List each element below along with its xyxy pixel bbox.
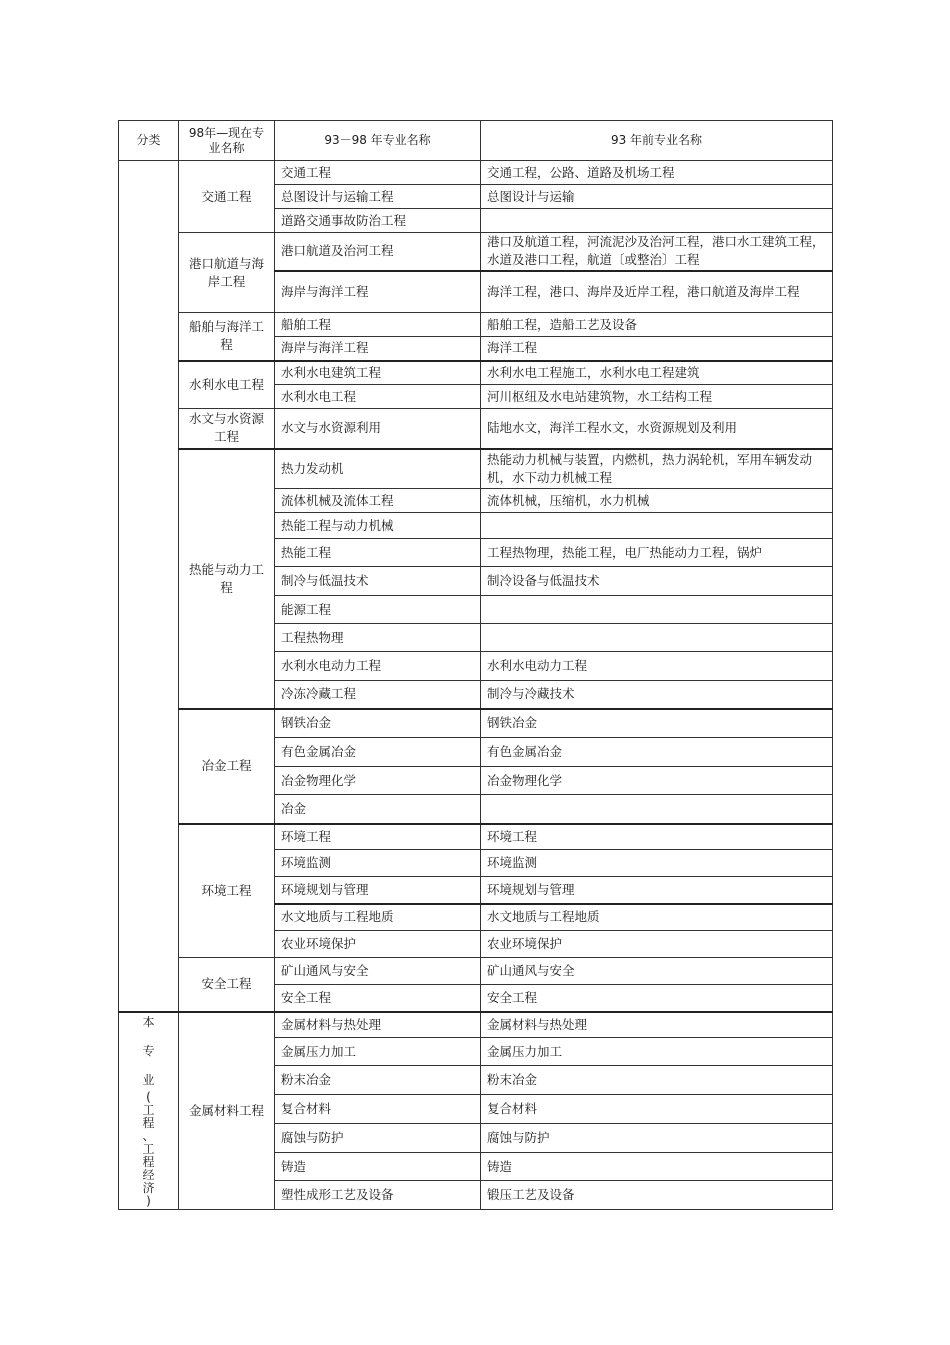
mid-major-name: 冶金物理化学 xyxy=(275,767,481,795)
mid-major-name: 海岸与海洋工程 xyxy=(275,337,481,361)
category-char: 工 xyxy=(142,1102,155,1117)
category-char: 程 xyxy=(142,1115,155,1130)
category-char: 专 xyxy=(142,1043,155,1058)
mid-major-name: 水文与水资源利用 xyxy=(275,409,481,449)
pre93-major-name: 水利水电动力工程 xyxy=(481,652,833,681)
mid-major-name: 海岸与海洋工程 xyxy=(275,271,481,313)
current-major-name: 金属材料工程 xyxy=(179,1012,275,1210)
pre93-major-name: 金属材料与热处理 xyxy=(481,1012,833,1038)
pre93-major-name: 粉末冶金 xyxy=(481,1066,833,1095)
pre93-major-name xyxy=(481,596,833,624)
pre93-major-name: 河川枢纽及水电站建筑物，水工结构工程 xyxy=(481,385,833,409)
mid-major-name: 塑性成形工艺及设备 xyxy=(275,1181,481,1210)
pre93-major-name: 海洋工程，港口、海岸及近岸工程，港口航道及海岸工程 xyxy=(481,271,833,313)
mid-major-name: 制冷与低温技术 xyxy=(275,567,481,596)
mid-major-name: 金属压力加工 xyxy=(275,1038,481,1066)
category-char: 、 xyxy=(142,1128,155,1143)
pre93-major-name: 陆地水文，海洋工程水文，水资源规划及利用 xyxy=(481,409,833,449)
table-row xyxy=(119,958,833,985)
mid-major-name: 环境工程 xyxy=(275,824,481,850)
pre93-major-name: 矿山通风与安全 xyxy=(481,958,833,985)
mid-major-name: 粉末冶金 xyxy=(275,1066,481,1095)
pre93-major-name: 环境工程 xyxy=(481,824,833,850)
pre93-major-name: 工程热物理，热能工程，电厂热能动力工程，锅炉 xyxy=(481,539,833,567)
category-char: 业 xyxy=(142,1072,155,1087)
mid-major-name: 水利水电建筑工程 xyxy=(275,361,481,385)
mid-major-name: 冶金 xyxy=(275,795,481,824)
mid-major-name: 工程热物理 xyxy=(275,624,481,652)
pre93-major-name: 铸造 xyxy=(481,1153,833,1181)
category-char: ( xyxy=(146,1089,151,1104)
header-current-name: 98年—现在专业名称 xyxy=(179,121,275,161)
category-char: 本 xyxy=(142,1014,155,1029)
current-major-name: 安全工程 xyxy=(179,958,275,1012)
current-major-name: 交通工程 xyxy=(179,161,275,233)
mid-major-name: 热能工程与动力机械 xyxy=(275,513,481,539)
pre93-major-name: 环境监测 xyxy=(481,850,833,877)
pre93-major-name xyxy=(481,513,833,539)
mid-major-name: 金属材料与热处理 xyxy=(275,1012,481,1038)
pre93-major-name: 冶金物理化学 xyxy=(481,767,833,795)
header-93-98-name: 93－98 年专业名称 xyxy=(275,121,481,161)
pre93-major-name: 金属压力加工 xyxy=(481,1038,833,1066)
current-major-name: 港口航道与海岸工程 xyxy=(179,233,275,313)
table-row xyxy=(119,161,833,185)
current-major-name: 冶金工程 xyxy=(179,709,275,824)
mid-major-name: 水文地质与工程地质 xyxy=(275,904,481,931)
pre93-major-name xyxy=(481,209,833,233)
mid-major-name: 农业环境保护 xyxy=(275,931,481,958)
mid-major-name: 有色金属冶金 xyxy=(275,738,481,767)
header-row xyxy=(119,121,833,161)
mid-major-name: 总图设计与运输工程 xyxy=(275,185,481,209)
pre93-major-name: 船舶工程，造船工艺及设备 xyxy=(481,313,833,337)
pre93-major-name: 环境规划与管理 xyxy=(481,877,833,904)
mid-major-name: 热力发动机 xyxy=(275,449,481,489)
category-char: 工 xyxy=(142,1141,155,1156)
pre93-major-name: 腐蚀与防护 xyxy=(481,1124,833,1153)
mid-major-name: 船舶工程 xyxy=(275,313,481,337)
major-name-comparison-table xyxy=(118,120,833,1210)
mid-major-name: 能源工程 xyxy=(275,596,481,624)
mid-major-name: 热能工程 xyxy=(275,539,481,567)
pre93-major-name xyxy=(481,795,833,824)
mid-major-name: 水利水电工程 xyxy=(275,385,481,409)
pre93-major-name: 水利水电工程施工，水利水电工程建筑 xyxy=(481,361,833,385)
mid-major-name: 流体机械及流体工程 xyxy=(275,489,481,513)
mid-major-name: 水利水电动力工程 xyxy=(275,652,481,681)
pre93-major-name: 水文地质与工程地质 xyxy=(481,904,833,931)
pre93-major-name: 制冷与冷藏技术 xyxy=(481,681,833,709)
mid-major-name: 腐蚀与防护 xyxy=(275,1124,481,1153)
current-major-name: 水文与水资源工程 xyxy=(179,409,275,449)
pre93-major-name: 钢铁冶金 xyxy=(481,709,833,738)
pre93-major-name: 交通工程，公路、道路及机场工程 xyxy=(481,161,833,185)
mid-major-name: 复合材料 xyxy=(275,1095,481,1124)
table-row xyxy=(119,709,833,738)
current-major-name: 船舶与海洋工程 xyxy=(179,313,275,361)
mid-major-name: 港口航道及治河工程 xyxy=(275,233,481,271)
mid-major-name: 冷冻冷藏工程 xyxy=(275,681,481,709)
category-char: 程 xyxy=(142,1154,155,1169)
table-row xyxy=(119,449,833,489)
pre93-major-name: 农业环境保护 xyxy=(481,931,833,958)
header-category: 分类 xyxy=(119,121,179,161)
mid-major-name: 道路交通事故防治工程 xyxy=(275,209,481,233)
mid-major-name: 交通工程 xyxy=(275,161,481,185)
mid-major-name: 环境规划与管理 xyxy=(275,877,481,904)
table-row xyxy=(119,409,833,449)
current-major-name: 热能与动力工程 xyxy=(179,449,275,709)
table-row xyxy=(119,361,833,385)
table-row xyxy=(119,824,833,850)
pre93-major-name: 制冷设备与低温技术 xyxy=(481,567,833,596)
mid-major-name: 矿山通风与安全 xyxy=(275,958,481,985)
current-major-name: 环境工程 xyxy=(179,824,275,958)
category-cell-upper xyxy=(119,161,179,1012)
pre93-major-name xyxy=(481,624,833,652)
pre93-major-name: 总图设计与运输 xyxy=(481,185,833,209)
mid-major-name: 安全工程 xyxy=(275,985,481,1012)
pre93-major-name: 锻压工艺及设备 xyxy=(481,1181,833,1210)
category-char: 经 xyxy=(142,1167,155,1182)
pre93-major-name: 安全工程 xyxy=(481,985,833,1012)
current-major-name: 水利水电工程 xyxy=(179,361,275,409)
table-row xyxy=(119,313,833,337)
pre93-major-name: 热能动力机械与装置，内燃机，热力涡轮机，军用车辆发动机，水下动力机械工程 xyxy=(481,449,833,489)
mid-major-name: 环境监测 xyxy=(275,850,481,877)
mid-major-name: 钢铁冶金 xyxy=(275,709,481,738)
category-char: 济 xyxy=(142,1180,155,1195)
pre93-major-name: 复合材料 xyxy=(481,1095,833,1124)
pre93-major-name: 流体机械，压缩机，水力机械 xyxy=(481,489,833,513)
category-cell-lower xyxy=(119,1012,179,1210)
pre93-major-name: 有色金属冶金 xyxy=(481,738,833,767)
mid-major-name: 铸造 xyxy=(275,1153,481,1181)
header-pre93-name: 93 年前专业名称 xyxy=(481,121,833,161)
pre93-major-name: 港口及航道工程，河流泥沙及治河工程，港口水工建筑工程，水道及港口工程，航道〔或整治〕工程 xyxy=(481,233,833,271)
category-char: ) xyxy=(146,1193,151,1208)
category-vertical-label xyxy=(125,1014,172,1208)
pre93-major-name: 海洋工程 xyxy=(481,337,833,361)
table-row xyxy=(119,1012,833,1038)
table-row xyxy=(119,233,833,271)
